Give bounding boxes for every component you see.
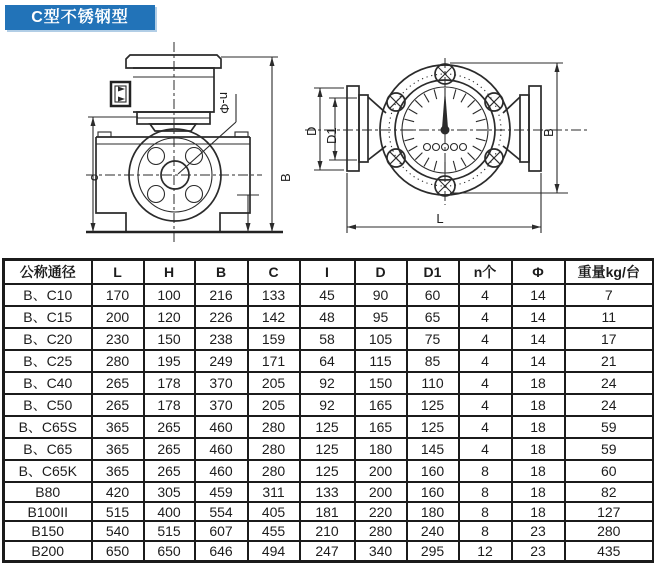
- dimension-cell: 159: [248, 328, 300, 350]
- dimension-cell: 24: [565, 372, 654, 394]
- dimension-cell: 125: [407, 416, 459, 438]
- dimension-cell: 650: [144, 541, 195, 561]
- dimension-cell: 18: [512, 460, 565, 482]
- model-name-cell: B、C65K: [4, 460, 92, 482]
- dimension-cell: 4: [459, 306, 512, 328]
- section-title-badge: [5, 5, 155, 30]
- dimension-cell: 14: [512, 328, 565, 350]
- dimension-cell: 4: [459, 416, 512, 438]
- dimension-cell: 60: [565, 460, 654, 482]
- dimension-cell: 110: [407, 372, 459, 394]
- dimension-cell: 7: [565, 284, 654, 306]
- dimension-cell: 230: [92, 328, 144, 350]
- dimension-cell: 18: [512, 416, 565, 438]
- model-name-cell: B、C40: [4, 372, 92, 394]
- table-row: [4, 328, 654, 350]
- dimension-cell: 18: [512, 394, 565, 416]
- dimension-cell: 280: [248, 416, 300, 438]
- dimension-cell: 226: [195, 306, 248, 328]
- dimension-cell: 4: [459, 394, 512, 416]
- dimension-cell: 180: [407, 502, 459, 522]
- dimension-cell: 23: [512, 521, 565, 541]
- dimension-cell: 171: [248, 350, 300, 372]
- dimension-cell: 125: [407, 394, 459, 416]
- dimension-cell: 4: [459, 438, 512, 460]
- dimension-cell: 8: [459, 521, 512, 541]
- dimension-cell: 59: [565, 438, 654, 460]
- dimension-cell: 85: [407, 350, 459, 372]
- dimension-cell: 12: [459, 541, 512, 561]
- dimension-cell: 14: [512, 350, 565, 372]
- dimension-cell: 420: [92, 482, 144, 502]
- dim-label-d: D: [304, 126, 319, 136]
- table-row: [4, 350, 654, 372]
- column-header: I: [300, 260, 355, 285]
- model-name-cell: B、C20: [4, 328, 92, 350]
- model-name-cell: B、C50: [4, 394, 92, 416]
- table-body: [4, 284, 654, 561]
- dimension-cell: 238: [195, 328, 248, 350]
- model-name-cell: B、C65: [4, 438, 92, 460]
- table-header-row: [4, 260, 654, 285]
- dimension-cell: 125: [300, 438, 355, 460]
- dimension-cell: 515: [92, 502, 144, 522]
- dimension-cell: 280: [248, 460, 300, 482]
- dimension-cell: 160: [407, 482, 459, 502]
- table-row: [4, 460, 654, 482]
- table-row: [4, 438, 654, 460]
- dimension-cell: 265: [144, 438, 195, 460]
- dimension-cell: 8: [459, 460, 512, 482]
- dimension-cell: 280: [92, 350, 144, 372]
- dimension-cell: 14: [512, 306, 565, 328]
- column-header: Φ: [512, 260, 565, 285]
- dimension-cell: 365: [92, 416, 144, 438]
- dimension-cell: 60: [407, 284, 459, 306]
- dim-label-b-front: B: [278, 173, 293, 182]
- dimension-cell: 145: [407, 438, 459, 460]
- dimension-cell: 18: [512, 482, 565, 502]
- dimension-cell: 280: [248, 438, 300, 460]
- dimension-cell: 200: [92, 306, 144, 328]
- dimension-cell: 210: [300, 521, 355, 541]
- dimension-cell: 460: [195, 416, 248, 438]
- model-name-cell: B、C65S: [4, 416, 92, 438]
- dimension-cell: 133: [300, 482, 355, 502]
- dimension-cell: 160: [407, 460, 459, 482]
- dimension-cell: 8: [459, 502, 512, 522]
- window-arrow-icon: [118, 87, 125, 92]
- dimension-cell: 142: [248, 306, 300, 328]
- dimension-cell: 133: [248, 284, 300, 306]
- column-header: 公称通径: [4, 260, 92, 285]
- dimension-cell: 64: [300, 350, 355, 372]
- table-row: [4, 521, 654, 541]
- column-header: L: [92, 260, 144, 285]
- model-name-cell: B、C10: [4, 284, 92, 306]
- dimension-cell: 125: [300, 416, 355, 438]
- bolt-hole: [186, 186, 203, 203]
- dimension-cell: 247: [300, 541, 355, 561]
- dimension-cell: 607: [195, 521, 248, 541]
- dimension-cell: 18: [512, 372, 565, 394]
- dimension-cell: 48: [300, 306, 355, 328]
- dimension-cell: 216: [195, 284, 248, 306]
- dimension-cell: 195: [144, 350, 195, 372]
- front-view-drawing: [86, 42, 293, 242]
- dimension-cell: 650: [92, 541, 144, 561]
- dimension-cell: 280: [565, 521, 654, 541]
- spec-table: [2, 258, 654, 563]
- dimension-cell: 405: [248, 502, 300, 522]
- dimension-cell: 459: [195, 482, 248, 502]
- dimension-cell: 435: [565, 541, 654, 561]
- right-pipe-flange: [503, 86, 541, 171]
- dimension-cell: 82: [565, 482, 654, 502]
- dimension-cell: 205: [248, 394, 300, 416]
- dimension-cell: 11: [565, 306, 654, 328]
- model-name-cell: B100II: [4, 502, 92, 522]
- table-row: [4, 372, 654, 394]
- dial-needle: [442, 89, 448, 131]
- dimension-cell: 178: [144, 394, 195, 416]
- dimension-cell: 75: [407, 328, 459, 350]
- dimension-cell: 127: [565, 502, 654, 522]
- column-header: B: [195, 260, 248, 285]
- dimension-cell: 58: [300, 328, 355, 350]
- dimension-cell: 370: [195, 372, 248, 394]
- column-header: H: [144, 260, 195, 285]
- dimension-cell: 181: [300, 502, 355, 522]
- dimension-cell: 105: [355, 328, 407, 350]
- needle-hub: [441, 126, 450, 135]
- dimension-cell: 8: [459, 482, 512, 502]
- dimension-cell: 220: [355, 502, 407, 522]
- dim-label-c: c: [86, 174, 101, 181]
- window-arrow-icon: [118, 97, 125, 102]
- dimension-cell: 18: [512, 502, 565, 522]
- dimension-cell: 115: [355, 350, 407, 372]
- dimension-cell: 150: [355, 372, 407, 394]
- dimension-cell: 24: [565, 394, 654, 416]
- dimension-cell: 311: [248, 482, 300, 502]
- model-name-cell: B200: [4, 541, 92, 561]
- dimension-cell: 200: [355, 460, 407, 482]
- bolt-hole: [148, 186, 165, 203]
- column-header: n个: [459, 260, 512, 285]
- dim-label-l: L: [436, 211, 444, 226]
- dimension-cell: 150: [144, 328, 195, 350]
- dimension-cell: 280: [355, 521, 407, 541]
- dimension-cell: 494: [248, 541, 300, 561]
- dimension-cell: 90: [355, 284, 407, 306]
- bolt-hole: [186, 148, 203, 165]
- column-header: D1: [407, 260, 459, 285]
- dimension-cell: 515: [144, 521, 195, 541]
- column-header: 重量kg/台: [565, 260, 654, 285]
- dimension-cell: 554: [195, 502, 248, 522]
- dimension-cell: 92: [300, 394, 355, 416]
- dimension-cell: 370: [195, 394, 248, 416]
- dimension-cell: 455: [248, 521, 300, 541]
- dimension-cell: 45: [300, 284, 355, 306]
- table-row: [4, 502, 654, 522]
- table-row: [4, 306, 654, 328]
- dimension-cell: 265: [92, 372, 144, 394]
- dim-label-b-side: B: [541, 128, 556, 137]
- dimension-cell: 400: [144, 502, 195, 522]
- dimension-cell: 14: [512, 284, 565, 306]
- dimension-cell: 249: [195, 350, 248, 372]
- dim-label-d1: D1: [324, 127, 339, 144]
- dimension-cell: 59: [565, 416, 654, 438]
- dim-label-n-phi: n-Φ: [217, 92, 232, 114]
- dimension-cell: 180: [355, 438, 407, 460]
- dimension-cell: 4: [459, 372, 512, 394]
- dimension-cell: 295: [407, 541, 459, 561]
- column-header: C: [248, 260, 300, 285]
- bolt-hole: [148, 148, 165, 165]
- dimension-cell: 165: [355, 416, 407, 438]
- model-name-cell: B80: [4, 482, 92, 502]
- dimension-cell: 120: [144, 306, 195, 328]
- dimension-cell: 170: [92, 284, 144, 306]
- dimension-cell: 460: [195, 438, 248, 460]
- dimension-cell: 178: [144, 372, 195, 394]
- dimension-cell: 340: [355, 541, 407, 561]
- dimension-cell: 4: [459, 284, 512, 306]
- dimension-cell: 265: [144, 460, 195, 482]
- dimension-cell: 125: [300, 460, 355, 482]
- table-row: [4, 482, 654, 502]
- dimension-cell: 4: [459, 328, 512, 350]
- dimension-cell: 460: [195, 460, 248, 482]
- dimension-cell: 92: [300, 372, 355, 394]
- dimension-cell: 365: [92, 438, 144, 460]
- table-row: [4, 284, 654, 306]
- dimension-cell: 23: [512, 541, 565, 561]
- spec-table-wrapper: [2, 258, 652, 563]
- dimension-cell: 365: [92, 460, 144, 482]
- dimension-cell: 240: [407, 521, 459, 541]
- dimension-cell: 65: [407, 306, 459, 328]
- table-row: [4, 541, 654, 561]
- dimension-cell: 205: [248, 372, 300, 394]
- table-row: [4, 394, 654, 416]
- dimension-cell: 540: [92, 521, 144, 541]
- dimension-cell: 18: [512, 438, 565, 460]
- table-row: [4, 416, 654, 438]
- dimension-cell: 17: [565, 328, 654, 350]
- dimension-cell: 165: [355, 394, 407, 416]
- side-view-drawing: [304, 58, 590, 233]
- dimension-cell: 265: [144, 416, 195, 438]
- dimension-cell: 200: [355, 482, 407, 502]
- dimension-cell: 265: [92, 394, 144, 416]
- model-name-cell: B150: [4, 521, 92, 541]
- dimension-cell: 305: [144, 482, 195, 502]
- column-header: D: [355, 260, 407, 285]
- dimension-cell: 100: [144, 284, 195, 306]
- dimension-cell: 646: [195, 541, 248, 561]
- dimension-cell: 95: [355, 306, 407, 328]
- technical-drawing: [0, 30, 654, 258]
- model-name-cell: B、C15: [4, 306, 92, 328]
- dimension-cell: 4: [459, 350, 512, 372]
- dimension-cell: 21: [565, 350, 654, 372]
- section-title: C型不锈钢型: [31, 9, 129, 26]
- neck: [150, 124, 196, 131]
- model-name-cell: B、C25: [4, 350, 92, 372]
